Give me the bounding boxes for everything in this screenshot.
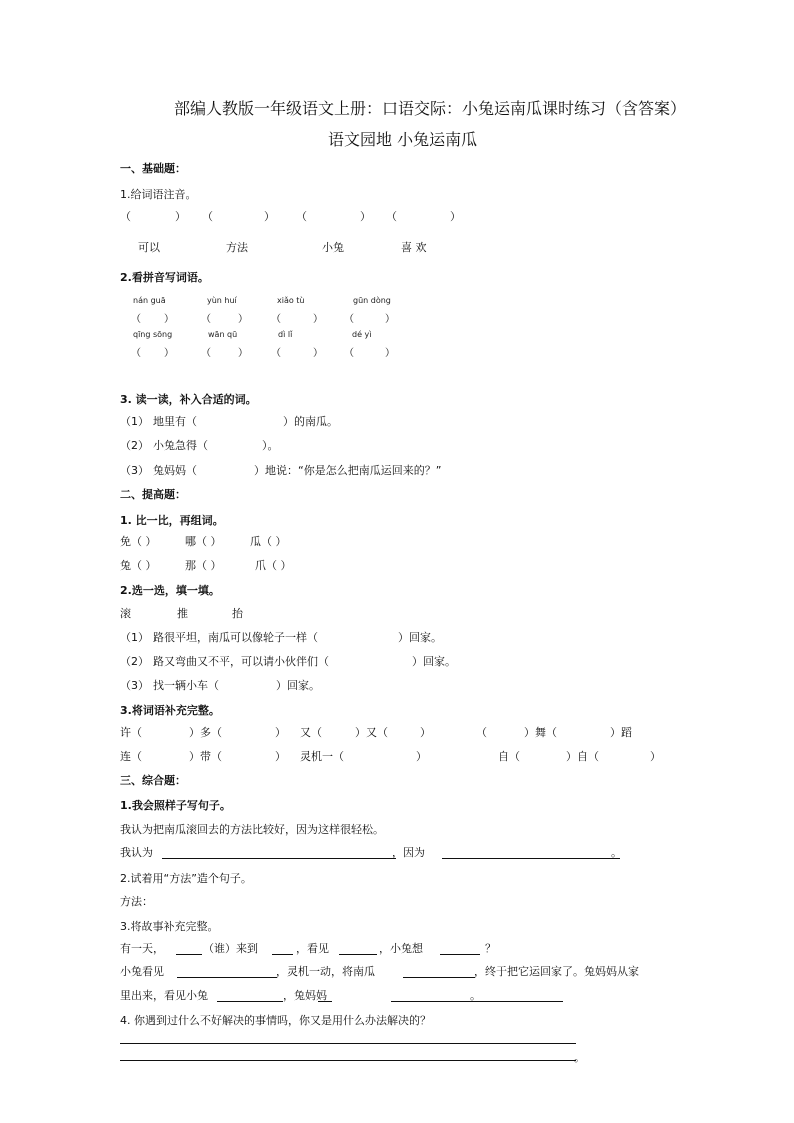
question-label: 1. 比一比，再组词。 [120, 514, 224, 527]
paren-close: ） [450, 210, 461, 223]
idiom-part: ）舞（ [524, 726, 557, 739]
paren-close: ） [175, 210, 186, 223]
section-heading-advanced: 二、提高题： [120, 488, 186, 501]
item-text: ）回家。 [276, 679, 320, 692]
prompt-text: ，因为 [392, 846, 425, 859]
idiom-part: ） [650, 750, 661, 763]
choice-word: 抬 [232, 607, 243, 620]
example-sentence: 我认为把南瓜滚回去的方法比较好，因为这样很轻松。 [120, 823, 384, 836]
paren-open: （ [131, 348, 141, 359]
paren-open: （ [202, 210, 213, 223]
idiom-part: ）自（ [566, 750, 599, 763]
story-text: ，灵机一动，将南瓜 [276, 965, 375, 978]
answer-line[interactable] [403, 977, 475, 978]
word-item: 可以 [138, 241, 160, 254]
idiom-part: ）又（ [355, 726, 388, 739]
document-title: 部编人教版一年级语文上册：口语交际：小兔运南瓜课时练习（含答案） [174, 99, 687, 118]
item-number: （2） [120, 655, 149, 668]
item-text: 路又弯曲又不平，可以请小伙伴们（ [153, 655, 329, 668]
pinyin: nán guā [133, 296, 166, 305]
end-mark: 。 [574, 1051, 585, 1064]
story-text: （谁）来到 [203, 942, 258, 955]
paren-open: （ [386, 210, 397, 223]
paren-close: ） [313, 348, 323, 359]
answer-line[interactable] [120, 1043, 576, 1044]
story-text: ，小兔想 [379, 942, 423, 955]
compare-item: 那（ ） [185, 559, 222, 572]
paren-close: ） [164, 348, 174, 359]
story-text: 有一天， [120, 942, 164, 955]
item-number: （3） [120, 679, 149, 692]
idiom-part: ）蹈 [610, 726, 632, 739]
pinyin: wān qū [208, 330, 238, 339]
item-text: ）回家。 [412, 655, 456, 668]
question-label: 1.给词语注音。 [120, 188, 197, 201]
paren-close: ） [385, 314, 395, 325]
answer-line[interactable] [177, 977, 277, 978]
item-text: ）地说：“你是怎么把南瓜运回来的？” [254, 464, 442, 477]
question-label: 2.试着用“方法”造个句子。 [120, 872, 252, 885]
story-text: ，终于把它运回家了。兔妈妈从家 [474, 965, 639, 978]
item-number: （1） [120, 631, 149, 644]
item-text: ）。 [262, 439, 279, 452]
answer-line[interactable] [120, 1060, 576, 1061]
question-label: 3. 读一读，补入合适的词。 [120, 393, 257, 406]
paren-open: （ [201, 348, 211, 359]
idiom-part: 许（ [120, 726, 142, 739]
paren-open: （ [271, 314, 281, 325]
idiom-part: ） [420, 726, 431, 739]
story-text: 里出来，看见小兔 [120, 989, 208, 1002]
paren-open: （ [120, 210, 131, 223]
question-label: 3.将故事补充完整。 [120, 920, 219, 933]
answer-line[interactable] [318, 1001, 332, 1002]
item-text: 路很平坦，南瓜可以像轮子一样（ [153, 631, 318, 644]
question-label: 2.看拼音写词语。 [120, 271, 209, 284]
item-number: （1） [120, 415, 149, 428]
paren-open: （ [201, 314, 211, 325]
answer-line[interactable] [442, 858, 620, 859]
question-label: 2.选一选，填一填。 [120, 584, 220, 597]
pinyin: gūn dòng [353, 296, 391, 305]
paren-close: ） [164, 314, 174, 325]
idiom-part: 灵机一（ [300, 750, 344, 763]
answer-line[interactable] [440, 954, 480, 955]
idiom-part: 自（ [498, 750, 520, 763]
compare-item: 兔（ ） [120, 559, 157, 572]
paren-close: ） [264, 210, 275, 223]
word-item: 方法 [226, 241, 248, 254]
answer-line[interactable] [162, 858, 396, 859]
word-item: 喜 欢 [401, 241, 427, 254]
idiom-part: ） [416, 750, 427, 763]
question-label: 3.将词语补充完整。 [120, 704, 220, 717]
answer-line[interactable] [272, 954, 293, 955]
word-item: 小兔 [322, 241, 344, 254]
story-text: 。 [470, 989, 481, 1002]
idiom-part: ）带（ [189, 750, 222, 763]
item-text: 兔妈妈（ [153, 464, 197, 477]
idiom-part: ）多（ [189, 726, 222, 739]
question-label: 1.我会照样子写句子。 [120, 799, 231, 812]
pinyin: yùn huí [207, 296, 237, 305]
story-text: ，看见 [296, 942, 329, 955]
item-text: 地里有（ [153, 415, 197, 428]
paren-close: ） [238, 314, 248, 325]
item-text: ）的南瓜。 [283, 415, 338, 428]
paren-open: （ [296, 210, 307, 223]
compare-item: 免（ ） [120, 535, 157, 548]
paren-open: （ [131, 314, 141, 325]
document-subtitle: 语文园地 小兔运南瓜 [328, 130, 478, 149]
item-text: 找一辆小车（ [153, 679, 219, 692]
idiom-part: ） [275, 726, 286, 739]
prompt-text: 方法： [120, 895, 153, 908]
story-text: ？ [485, 942, 496, 955]
answer-line[interactable] [217, 1001, 283, 1002]
answer-line[interactable] [339, 954, 377, 955]
item-text: ）回家。 [398, 631, 442, 644]
paren-open: （ [344, 348, 354, 359]
pinyin: xiǎo tù [277, 296, 305, 305]
paren-open: （ [271, 348, 281, 359]
choice-word: 推 [177, 607, 188, 620]
answer-line[interactable] [176, 954, 202, 955]
pinyin: qīng sōng [133, 330, 173, 339]
item-number: （2） [120, 439, 149, 452]
paren-close: ） [313, 314, 323, 325]
prompt-text: 我认为 [120, 846, 153, 859]
prompt-text: 。 [611, 846, 622, 859]
choice-word: 滚 [120, 607, 131, 620]
section-heading-comprehensive: 三、综合题： [120, 774, 186, 787]
pinyin: dì lǐ [278, 330, 293, 339]
paren-open: （ [344, 314, 354, 325]
compare-item: 哪（ ） [185, 535, 222, 548]
pinyin: dé yì [352, 330, 372, 339]
paren-close: ） [360, 210, 371, 223]
paren-close: ） [385, 348, 395, 359]
story-text: 小兔看见 [120, 965, 164, 978]
idiom-part: （ [476, 726, 487, 739]
item-number: （3） [120, 464, 149, 477]
item-text: 小兔急得（ [153, 439, 208, 452]
idiom-part: ） [275, 750, 286, 763]
idiom-part: 连（ [120, 750, 142, 763]
paren-close: ） [238, 348, 248, 359]
idiom-part: 又（ [300, 726, 322, 739]
story-text: ，兔妈妈 [283, 989, 327, 1002]
compare-item: 爪（ ） [255, 559, 292, 572]
question-label: 4. 你遇到过什么不好解决的事情吗，你又是用什么办法解决的？ [120, 1014, 431, 1027]
section-heading-basic: 一、基础题： [120, 162, 186, 175]
compare-item: 瓜（ ） [250, 535, 287, 548]
